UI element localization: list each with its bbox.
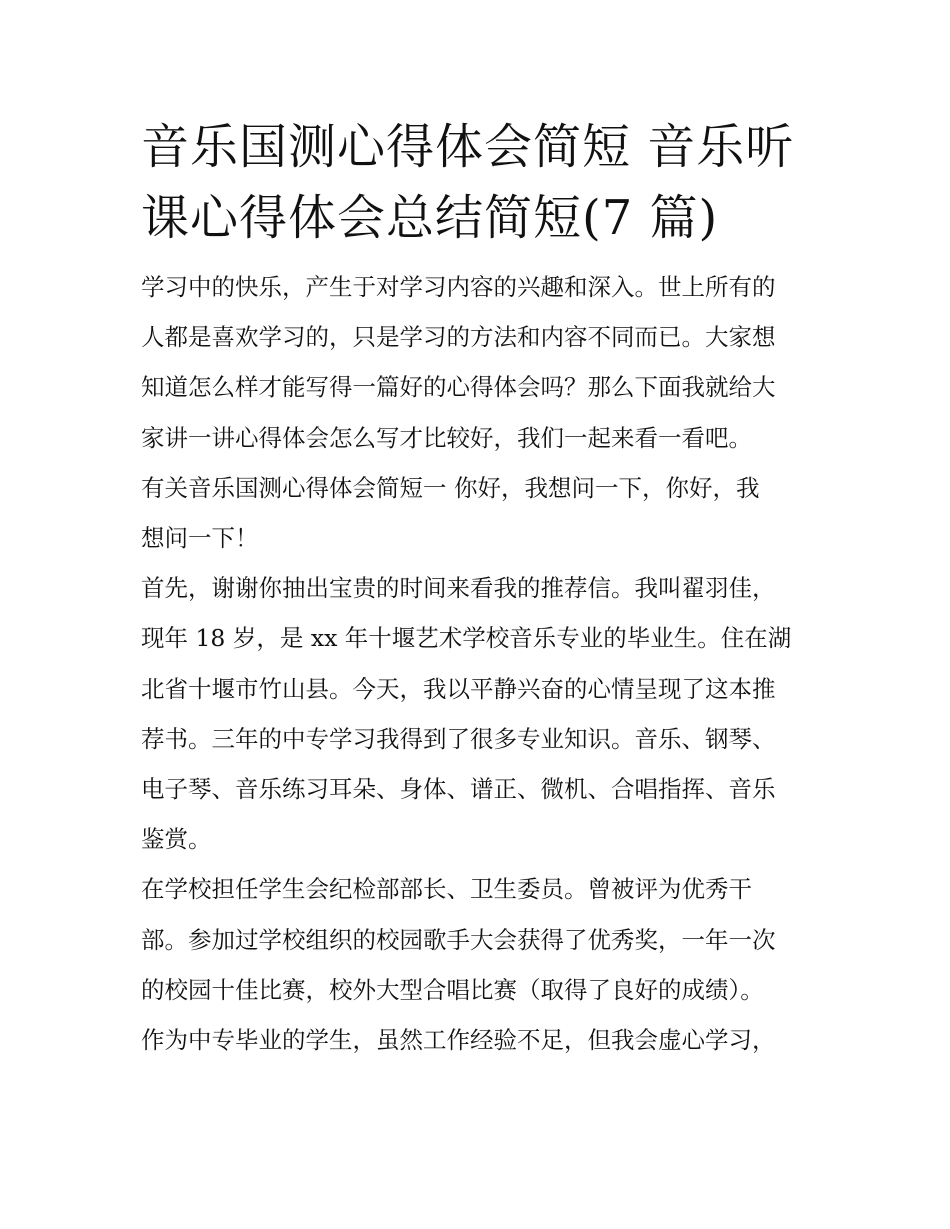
body-line: 有关音乐国测心得体会简短一 你好，我想问一下，你好，我 [141,473,760,502]
body-line: 的校园十佳比赛，校外大型合唱比赛（取得了良好的成绩）。 [141,975,764,1004]
body-line: 鉴赏。 [141,825,212,854]
body-line: 首先，谢谢你抽出宝贵的时间来看我的推荐信。我叫翟羽佳， [141,574,776,603]
body-line: 家讲一讲心得体会怎么写才比较好，我们一起来看一看吧。 [141,423,752,452]
title-line: 音乐国测心得体会简短 音乐听 [141,119,795,175]
body-line: 北省十堰市竹山县。今天，我以平静兴奋的心情呈现了这本推 [141,674,776,703]
document-content [141,112,813,1065]
body-line: 部。参加过学校组织的校园歌手大会获得了优秀奖，一年一次 [141,925,776,954]
body-line: 知道怎么样才能写得一篇好的心得体会吗？那么下面我就给大 [141,373,776,402]
document-title [141,112,813,254]
document-body [141,262,813,1065]
body-line: 电子琴、音乐练习耳朵、身体、谱正、微机、合唱指挥、音乐 [141,775,776,804]
body-line: 在学校担任学生会纪检部部长、卫生委员。曾被评为优秀干 [141,875,752,904]
body-line: 现年 18 岁，是 xx 年十堰艺术学校音乐专业的毕业生。住在湖 [141,624,792,653]
body-line: 学习中的快乐，产生于对学习内容的兴趣和深入。世上所有的 [141,273,776,301]
body-line: 人都是喜欢学习的，只是学习的方法和内容不同而已。大家想 [141,323,776,352]
body-line: 荐书。三年的中专学习我得到了很多专业知识。音乐、钢琴、 [141,724,776,753]
body-line: 想问一下！ [141,524,259,553]
title-line: 课心得体会总结简短(7 篇) [141,190,719,246]
body-line: 作为中专毕业的学生，虽然工作经验不足，但我会虚心学习， [141,1026,776,1055]
